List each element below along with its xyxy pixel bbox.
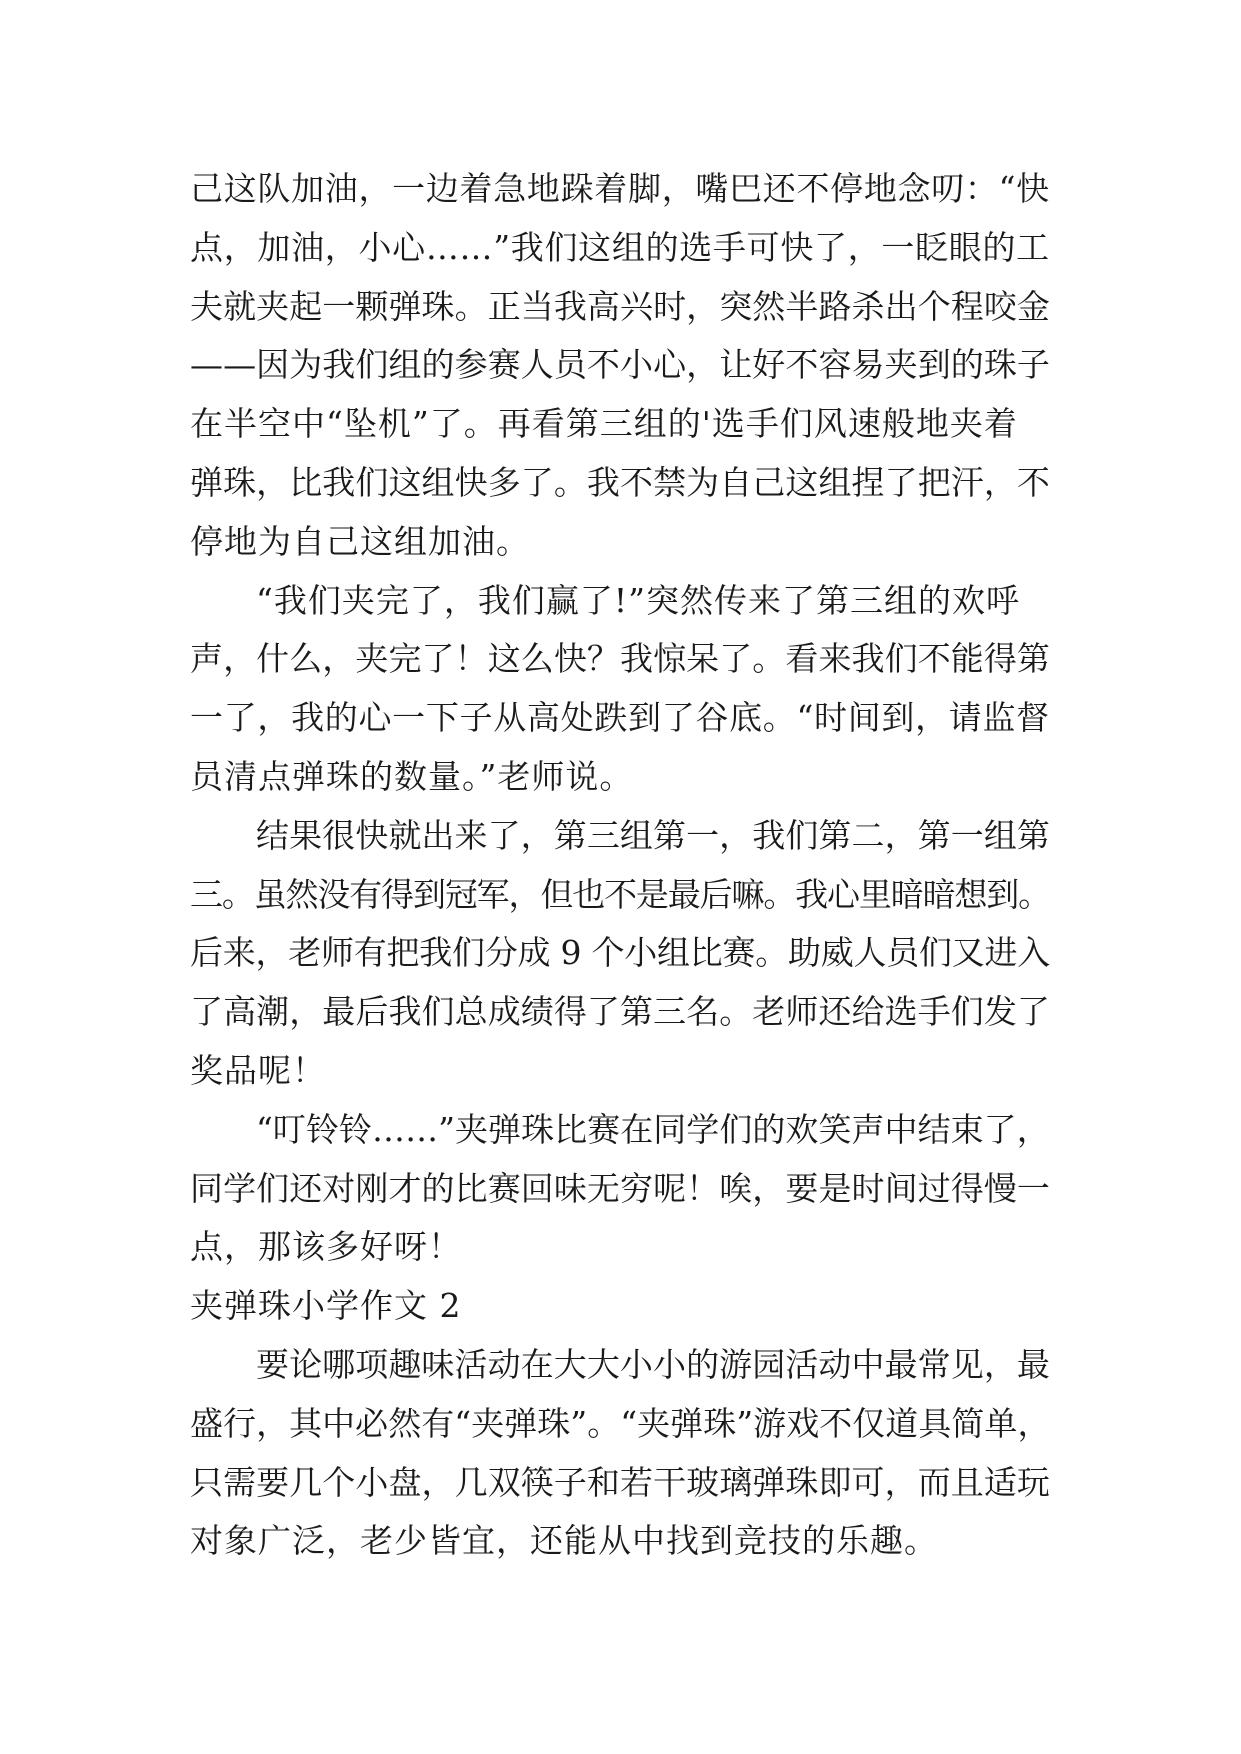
text-line: 后来，老师有把我们分成 9 个小组比赛。助威人员们又进入 (190, 933, 1050, 973)
text-line: 己这队加油，一边着急地跺着脚，嘴巴还不停地念叨：“快 (190, 169, 1050, 208)
text-line: ——因为我们组的参赛人员不小心，让好不容易夹到的珠子 (190, 345, 1050, 385)
text-line: 点，那该多好呀！ (190, 1227, 462, 1267)
paragraph-first-line: “叮铃铃……”夹弹珠比赛在同学们的欢笑声中结束了， (256, 1109, 1050, 1149)
paragraph-first-line: 要论哪项趣味活动在大大小小的游园活动中最常见，最 (256, 1344, 1050, 1384)
text-line: 三。虽然没有得到冠军，但也不是最后嘛。我心里暗暗想到。 (190, 874, 1050, 914)
text-line: 对象广泛，老少皆宜，还能从中找到竞技的乐趣。 (190, 1521, 938, 1561)
text-line: 弹珠，比我们这组快多了。我不禁为自己这组捏了把汗，不 (190, 462, 1050, 502)
text-line: 一了，我的心一下子从高处跌到了谷底。“时间到，请监督 (190, 698, 1050, 738)
document-body (190, 160, 1050, 1571)
text-line: 在半空中“坠机”了。再看第三组的'选手们风速般地夹着 (190, 404, 1018, 444)
text-line: 了高潮，最后我们总成绩得了第三名。老师还给选手们发了 (190, 992, 1050, 1032)
text-line: 停地为自己这组加油。 (190, 521, 530, 561)
text-line: 奖品呢！ (190, 1050, 326, 1090)
text-line: 只需要几个小盘，几双筷子和若干玻璃弹珠即可，而且适玩 (190, 1462, 1050, 1502)
paragraph-first-line: “我们夹完了，我们赢了!”突然传来了第三组的欢呼 (256, 580, 1021, 620)
text-line: 点，加油，小心……”我们这组的选手可快了，一眨眼的工 (190, 227, 1050, 267)
text-line: 盛行，其中必然有“夹弹珠”。“夹弹珠”游戏不仅道具简单， (190, 1403, 1051, 1443)
paragraph-first-line: 结果很快就出来了，第三组第一，我们第二，第一组第 (256, 815, 1050, 855)
text-line: 同学们还对刚才的比赛回味无穷呢！唉，要是时间过得慢一 (190, 1168, 1050, 1208)
text-line: 员清点弹珠的数量。”老师说。 (190, 756, 634, 796)
text-line: 声，什么，夹完了！这么快？我惊呆了。看来我们不能得第 (190, 639, 1050, 679)
section-heading: 夹弹珠小学作文 2 (190, 1286, 462, 1326)
text-line: 夫就夹起一颗弹珠。正当我高兴时，突然半路杀出个程咬金 (190, 286, 1050, 326)
